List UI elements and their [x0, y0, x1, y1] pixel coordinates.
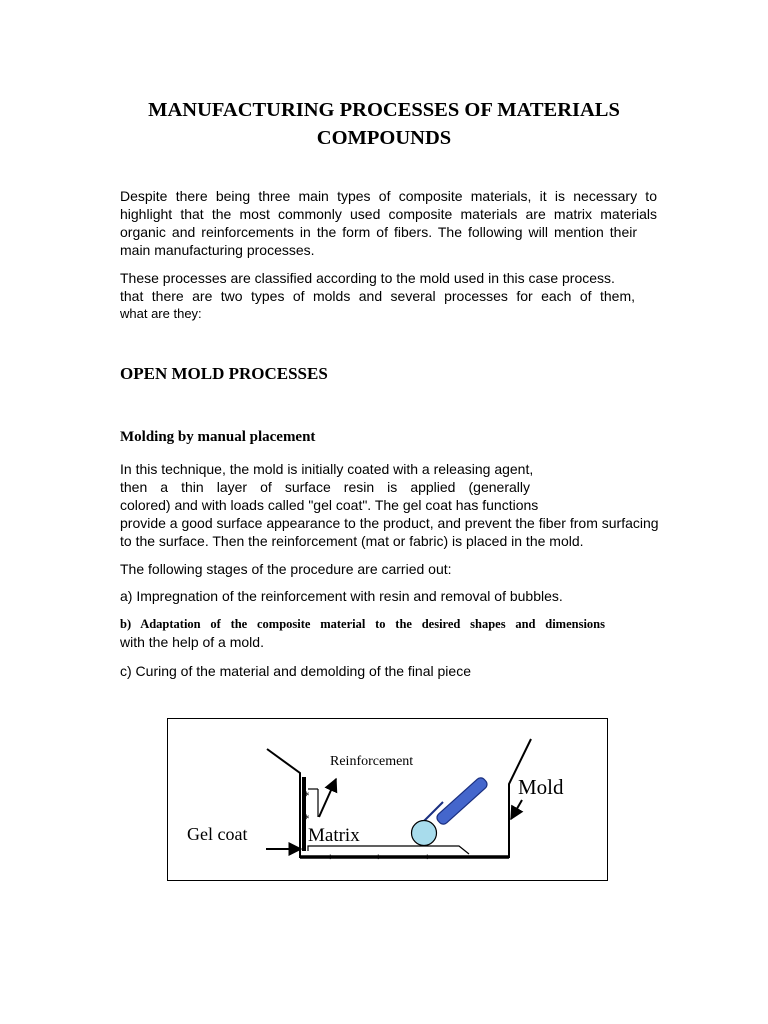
air-bubble-icon — [412, 821, 437, 846]
reinforcement-label: Reinforcement — [330, 754, 414, 769]
resin-roller-icon — [423, 776, 489, 826]
technique-line: then a thin layer of surface resin is applied (generally — [120, 479, 530, 495]
step-c: c) Curing of the material and demolding of the final piece — [120, 663, 471, 679]
stages-intro: The following stages of the procedure are carried out: — [120, 561, 452, 577]
classification-paragraph — [120, 269, 650, 323]
matrix-label: Matrix — [308, 825, 360, 846]
fiber-mark: * — [424, 851, 431, 866]
page-title — [100, 96, 668, 152]
step-a: a) Impregnation of the reinforcement with resin and removal of bubbles. — [120, 588, 563, 604]
technique-paragraph — [120, 460, 690, 550]
technique-line: provide a good surface appearance to the product, and prevent the fiber from surfacing — [120, 515, 659, 531]
intro-paragraph — [120, 187, 657, 259]
fiber-mark: * — [303, 811, 310, 826]
fiber-mark: * — [375, 851, 382, 866]
classification-line: These processes are classified according to the mold used in this case process. — [120, 270, 615, 286]
fiber-mark: * — [303, 788, 310, 803]
technique-line: In this technique, the mold is initially coated with a releasing agent, — [120, 461, 534, 477]
intro-line: Despite there being three main types of composite materials, it is necessary to — [120, 188, 657, 204]
step-b-title: b) Adaptation of the composite material to the desired shapes and dimensions — [120, 617, 605, 631]
technique-line: to the surface. Then the reinforcement (mat or fabric) is placed in the mold. — [120, 533, 584, 549]
step-b-rest: with the help of a mold. — [120, 634, 264, 650]
step-b — [120, 615, 605, 651]
intro-line: organic and reinforcements in the form of fibers. The following will mention their — [120, 224, 637, 240]
gel-coat-label-group — [187, 824, 301, 849]
classification-line: what are they: — [120, 306, 202, 321]
technique-line: colored) and with loads called "gel coat". The gel coat has functions — [120, 497, 539, 513]
title-line-2: COMPOUNDS — [316, 127, 452, 149]
gel-coat-label: Gel coat — [187, 824, 248, 844]
reinforcement-label-group — [319, 754, 413, 817]
intro-line: highlight that the most commonly used composite materials are matrix materials — [120, 206, 657, 222]
classification-line: that there are two types of molds and several processes for each of them, — [120, 288, 635, 304]
mold-label-group — [511, 775, 564, 819]
intro-line: main manufacturing processes. — [120, 242, 315, 258]
subheading: Molding by manual placement — [120, 429, 316, 445]
title-line-1: MANUFACTURING PROCESSES OF MATERIALS — [148, 99, 620, 121]
fiber-mark: * — [327, 851, 334, 866]
section-heading: OPEN MOLD PROCESSES — [120, 364, 328, 383]
mold-label: Mold — [518, 775, 564, 799]
hand-layup-diagram — [167, 718, 608, 881]
